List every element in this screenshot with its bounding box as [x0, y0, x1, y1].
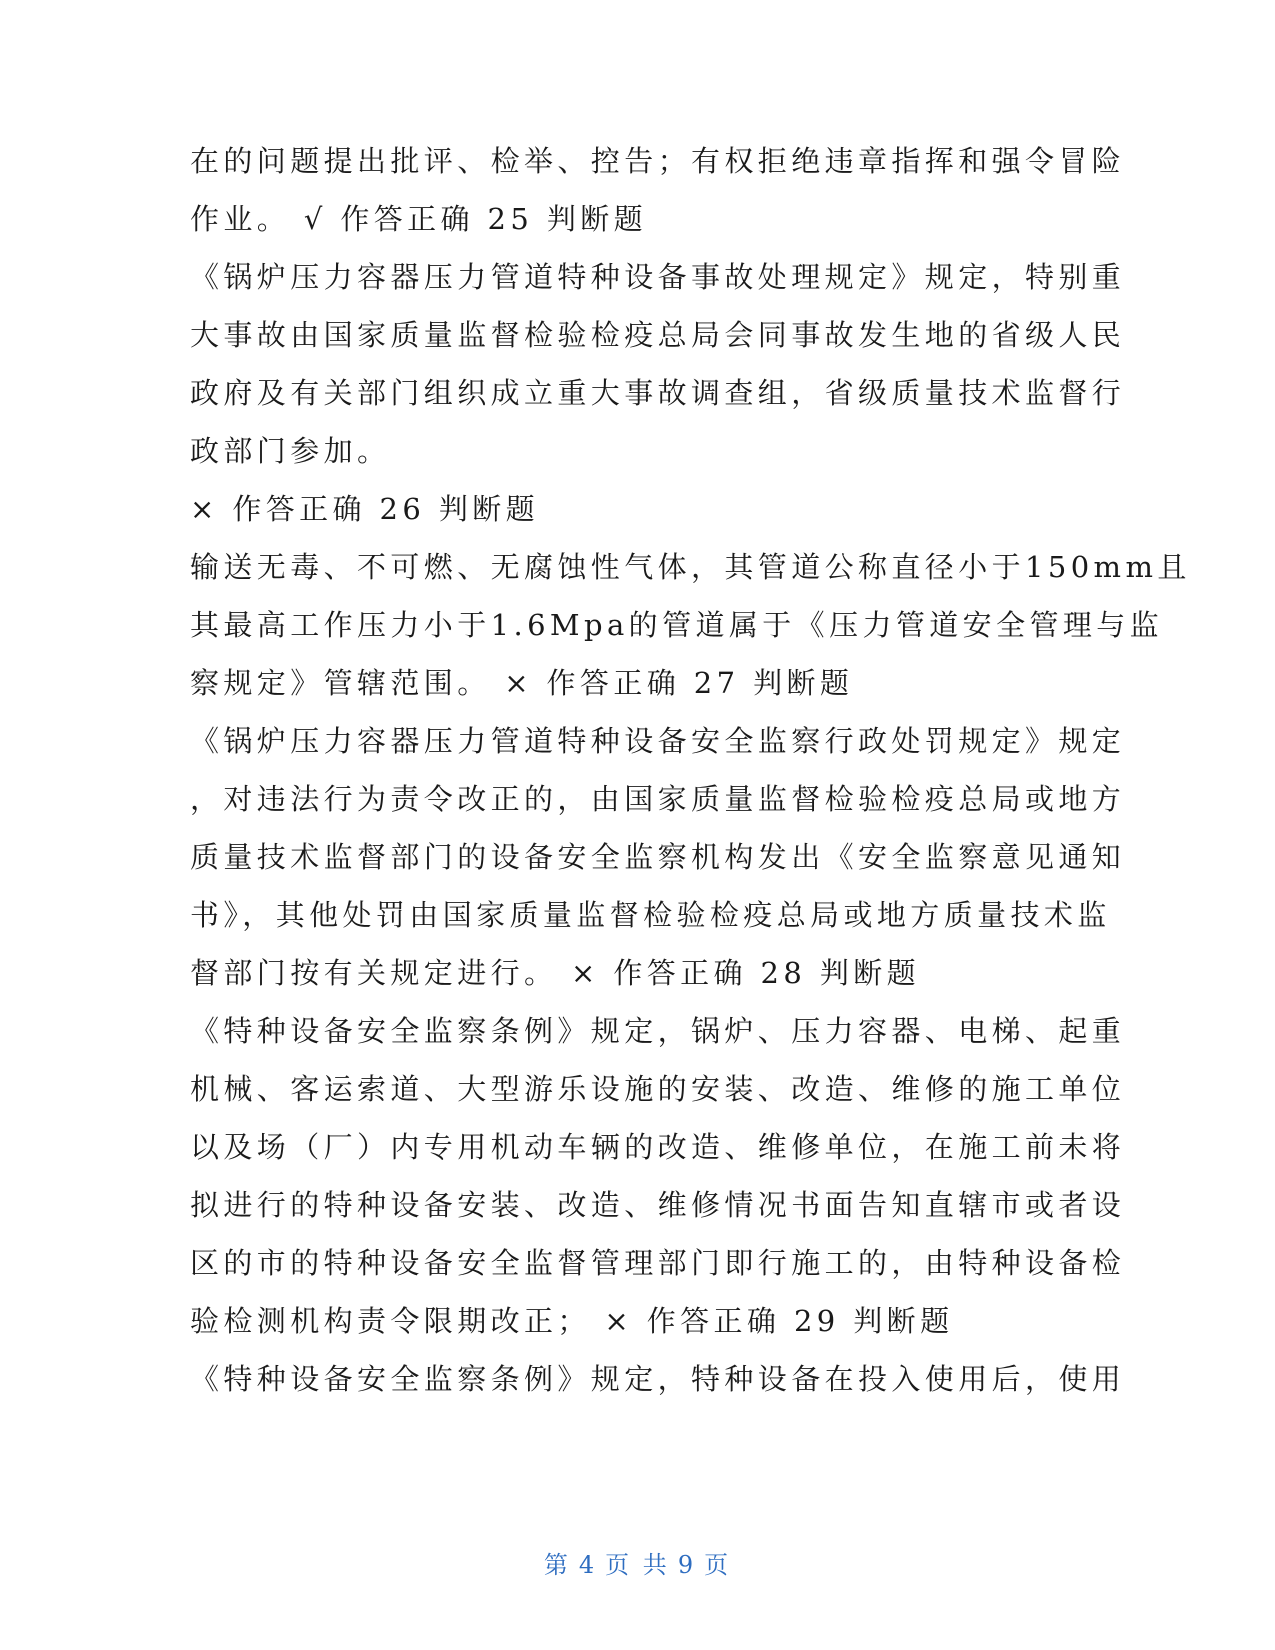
text-line-3: 《锅炉压力容器压力管道特种设备事故处理规定》规定，特别重 — [190, 260, 1126, 294]
text-line-20: 区的市的特种设备安全监督管理部门即行施工的，由特种设备检 — [190, 1246, 1126, 1280]
text-line-19: 拟进行的特种设备安装、改造、维修情况书面告知直辖市或者设 — [190, 1188, 1126, 1222]
text-line-18: 以及场（厂）内专用机动车辆的改造、维修单位，在施工前未将 — [190, 1130, 1126, 1164]
text-line-15: 督部门按有关规定进行。 × 作答正确 28 判断题 — [190, 956, 921, 990]
text-line-7: × 作答正确 26 判断题 — [190, 492, 540, 526]
text-line-21: 验检测机构责令限期改正； × 作答正确 29 判断题 — [190, 1304, 954, 1338]
text-line-1: 在的问题提出批评、检举、控告；有权拒绝违章指挥和强令冒险 — [190, 144, 1126, 178]
text-line-11: 《锅炉压力容器压力管道特种设备安全监察行政处罚规定》规定 — [190, 724, 1126, 758]
text-line-12: ，对违法行为责令改正的，由国家质量监督检验检疫总局或地方 — [190, 782, 1126, 816]
footer-suffix: 页 — [704, 1551, 732, 1579]
text-line-5: 政府及有关部门组织成立重大事故调查组，省级质量技术监督行 — [190, 376, 1126, 410]
text-line-13: 质量技术监督部门的设备安全监察机构发出《安全监察意见通知 — [190, 840, 1126, 874]
footer-total-pages: 9 — [677, 1551, 697, 1579]
text-line-9: 其最高工作压力小于1.6Mpa的管道属于《压力管道安全管理与监 — [190, 608, 1164, 642]
text-line-10: 察规定》管辖范围。 × 作答正确 27 判断题 — [190, 666, 854, 700]
text-line-16: 《特种设备安全监察条例》规定，锅炉、压力容器、电梯、起重 — [190, 1014, 1126, 1048]
text-line-6: 政部门参加。 — [190, 434, 391, 468]
text-line-2: 作业。 √ 作答正确 25 判断题 — [190, 202, 648, 236]
text-line-17: 机械、客运索道、大型游乐设施的安装、改造、维修的施工单位 — [190, 1072, 1126, 1106]
page-footer — [0, 1545, 1275, 1580]
text-line-14: 书》，其他处罚由国家质量监督检验检疫总局或地方质量技术监 — [190, 898, 1111, 932]
footer-current-page: 4 — [578, 1551, 598, 1579]
footer-prefix: 第 — [543, 1551, 571, 1579]
text-line-22: 《特种设备安全监察条例》规定，特种设备在投入使用后，使用 — [190, 1362, 1126, 1396]
text-line-4: 大事故由国家质量监督检验检疫总局会同事故发生地的省级人民 — [190, 318, 1126, 352]
footer-middle: 页 共 — [605, 1551, 670, 1579]
text-line-8: 输送无毒、不可燃、无腐蚀性气体，其管道公称直径小于150mm且 — [190, 550, 1191, 584]
